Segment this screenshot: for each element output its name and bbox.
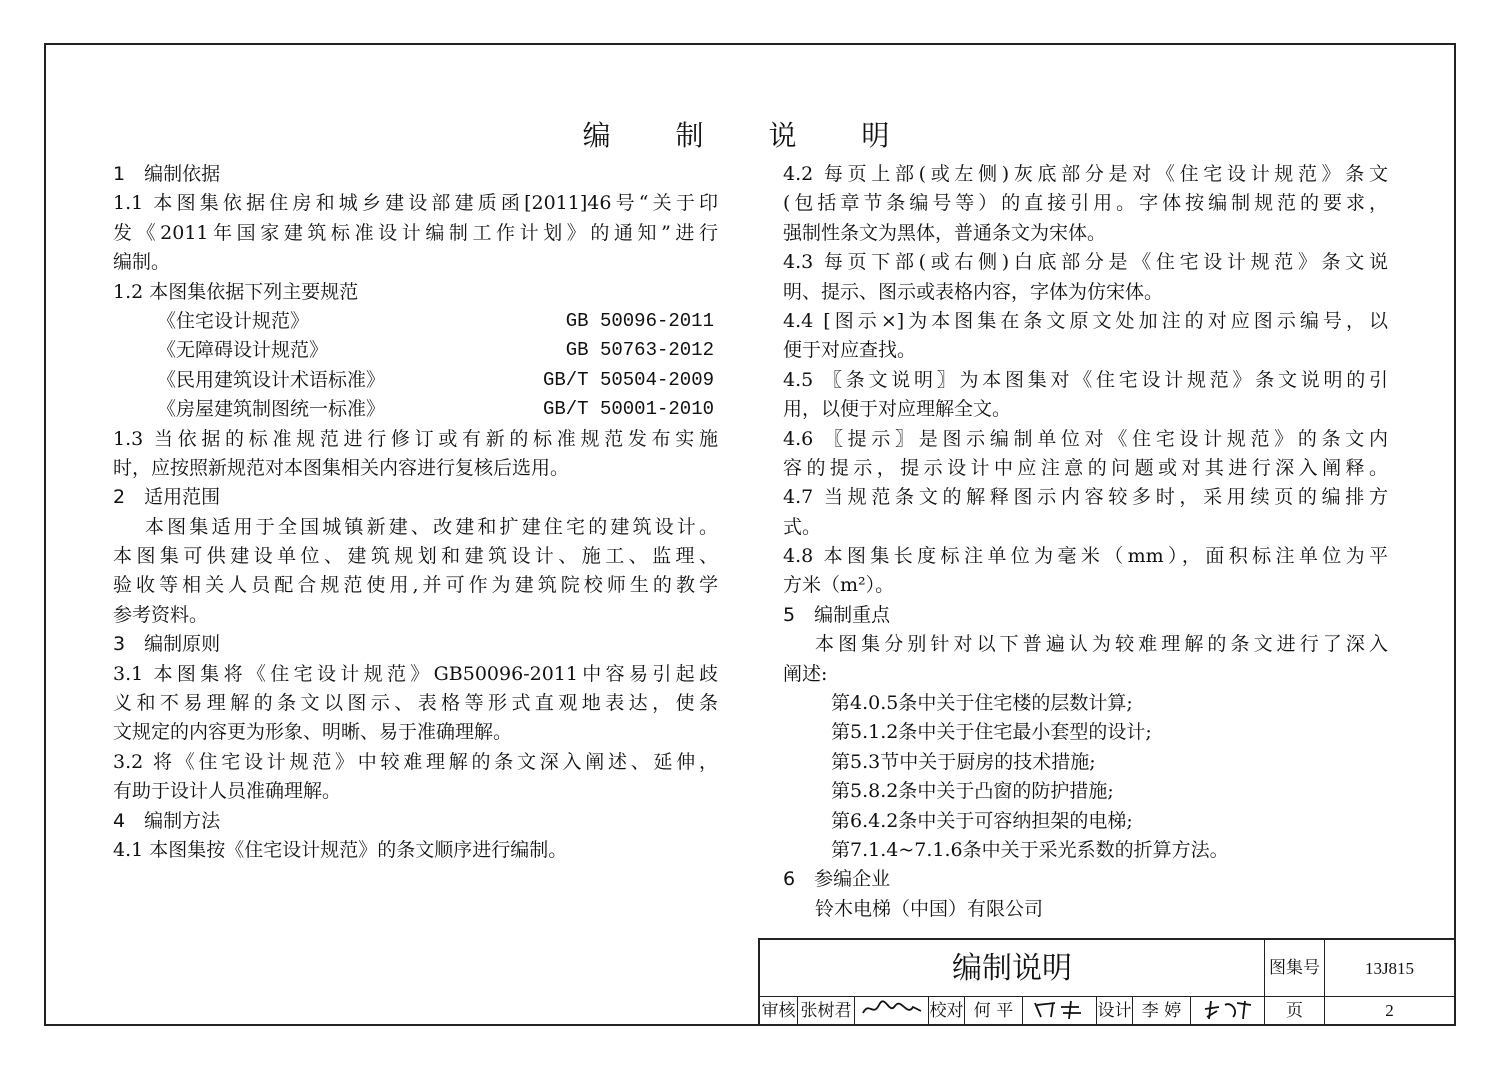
drawing-name: 编制说明 [760,940,1265,997]
paragraph-line: 本图集分别针对以下普遍认为较难理解的条文进行了深入 [815,633,1388,656]
paragraph-line: (包括章节条编号等）的直接引用。字体按编制规范的要求， [783,192,1388,215]
paragraph-line: 4.3 每页下部(或右侧)白底部分是《住宅设计规范》条文说 [783,251,1388,274]
right-column [783,160,1388,924]
list-item: 第4.0.5条中关于住宅楼的层数计算; [831,692,1133,715]
paragraph-line: 4.6 〖提示〗是图示编制单位对《住宅设计规范》的条文内 [783,427,1388,450]
check-label: 校对 [929,997,965,1025]
signature-scribble [859,997,925,1021]
signature-scribble [1195,997,1261,1021]
reference-item [113,336,718,365]
reference-code: GB 50096-2011 [565,309,714,332]
atlas-number: 13J815 [1364,959,1415,978]
paragraph-line: 4.8 本图集长度标注单位为毫米（mm），面积标注单位为平 [783,545,1388,568]
title-block-top-row [760,940,1454,997]
checker-name: 何 平 [965,997,1023,1025]
reference-item [113,307,718,336]
reference-name: 《房屋建筑制图统一标准》 [157,398,386,421]
reference-code: GB 50763-2012 [565,339,714,362]
design-label: 设计 [1097,997,1133,1025]
paragraph-line: 方米（m²）。 [783,574,895,597]
review-label: 审核 [760,997,798,1025]
designer-signature [1191,997,1265,1025]
page-title: 编 制 说 明 [582,119,918,152]
paragraph-line: 4.1 本图集按《住宅设计规范》的条文顺序进行编制。 [113,838,568,861]
paragraph-line: 式。 [783,515,822,538]
paragraph-line: 1.1 本图集依据住房和城乡建设部建质函[2011]46号“关于印 [113,192,718,215]
paragraph-line: 时，应按照新规范对本图集相关内容进行复核后选用。 [113,456,570,479]
paragraph-line: 验收等相关人员配合规范使用,并可作为建筑院校师生的教学 [113,574,718,597]
page-number: 2 [1385,1001,1394,1020]
left-column [113,160,718,865]
paragraph-line: 参考资料。 [113,603,209,626]
paragraph-line: 文规定的内容更为形象、明晰、易于准确理解。 [113,721,513,744]
reviewer-name: 张树君 [798,997,855,1025]
section-heading: 5 编制重点 [783,603,891,626]
list-item: 第5.3节中关于厨房的技术措施; [831,750,1096,773]
title-block-bottom-row [760,997,1454,1025]
paragraph-line: 阐述: [783,662,828,685]
paragraph-line: 本图集适用于全国城镇新建、改建和扩建住宅的建筑设计。 [145,515,718,538]
paragraph-line: 1.3 当依据的标准规范进行修订或有新的标准规范发布实施 [113,427,718,450]
section-heading: 3 编制原则 [113,633,221,656]
paragraph-line: 1.2 本图集依据下列主要规范 [113,280,359,303]
section-heading: 2 适用范围 [113,486,221,509]
page-label: 页 [1265,997,1325,1025]
reviewer-signature [855,997,929,1025]
list-item: 第6.4.2条中关于可容纳担架的电梯; [831,809,1133,832]
reference-item [113,395,718,424]
paragraph-line: 用，以便于对应理解全文。 [783,398,1012,421]
paragraph-line: 义和不易理解的条文以图示、表格等形式直观地表达，使条 [113,692,718,715]
paragraph-line: 4.7 当规范条文的解释图示内容较多时，采用续页的编排方 [783,486,1388,509]
checker-signature [1023,997,1097,1025]
paragraph-line: 明、提示、图示或表格内容，字体为仿宋体。 [783,280,1164,303]
paragraph-line: 本图集可供建设单位、建筑规划和建筑设计、施工、监理、 [113,545,718,568]
reference-name: 《住宅设计规范》 [157,309,310,332]
paragraph-line: 发《2011年国家建筑标准设计编制工作计划》的通知”进行 [113,221,718,244]
title-block [758,938,1454,1025]
paragraph-line: 编制。 [113,251,171,274]
paragraph-line: 4.5 〖条文说明〗为本图集对《住宅设计规范》条文说明的引 [783,368,1388,391]
paragraph-line: 强制性条文为黑体，普通条文为宋体。 [783,221,1107,244]
reference-item [113,366,718,395]
atlas-label: 图集号 [1265,940,1325,997]
list-item: 第5.8.2条中关于凸窗的防护措施; [831,780,1114,803]
reference-code: GB/T 50504-2009 [542,368,714,391]
section-heading: 1 编制依据 [113,163,221,185]
paragraph-line: 有助于设计人员准确理解。 [113,780,342,803]
reference-name: 《无障碍设计规范》 [157,339,329,362]
paragraph-line: 4.4 [图示×]为本图集在条文原文处加注的对应图示编号，以 [783,309,1388,332]
paragraph-line: 3.2 将《住宅设计规范》中较难理解的条文深入阐述、延伸， [113,750,718,773]
reference-code: GB/T 50001-2010 [542,398,714,421]
signature-scribble [1027,997,1093,1021]
paragraph-line: 3.1 本图集将《住宅设计规范》GB50096-2011中容易引起歧 [113,662,718,685]
paragraph-line: 便于对应查找。 [783,339,917,362]
list-item: 第7.1.4~7.1.6条中关于采光系数的折算方法。 [831,838,1229,861]
section-heading: 4 编制方法 [113,809,221,832]
designer-name: 李 婷 [1133,997,1191,1025]
paragraph-line: 容的提示，提示设计中应注意的问题或对其进行深入阐释。 [783,456,1388,479]
section-heading: 6 参编企业 [783,868,891,891]
paragraph-line: 4.2 每页上部(或左侧)灰底部分是对《住宅设计规范》条文 [783,163,1388,185]
paragraph-line: 铃木电梯（中国）有限公司 [815,897,1044,920]
list-item: 第5.1.2条中关于住宅最小套型的设计; [831,721,1152,744]
reference-name: 《民用建筑设计术语标准》 [157,368,386,391]
